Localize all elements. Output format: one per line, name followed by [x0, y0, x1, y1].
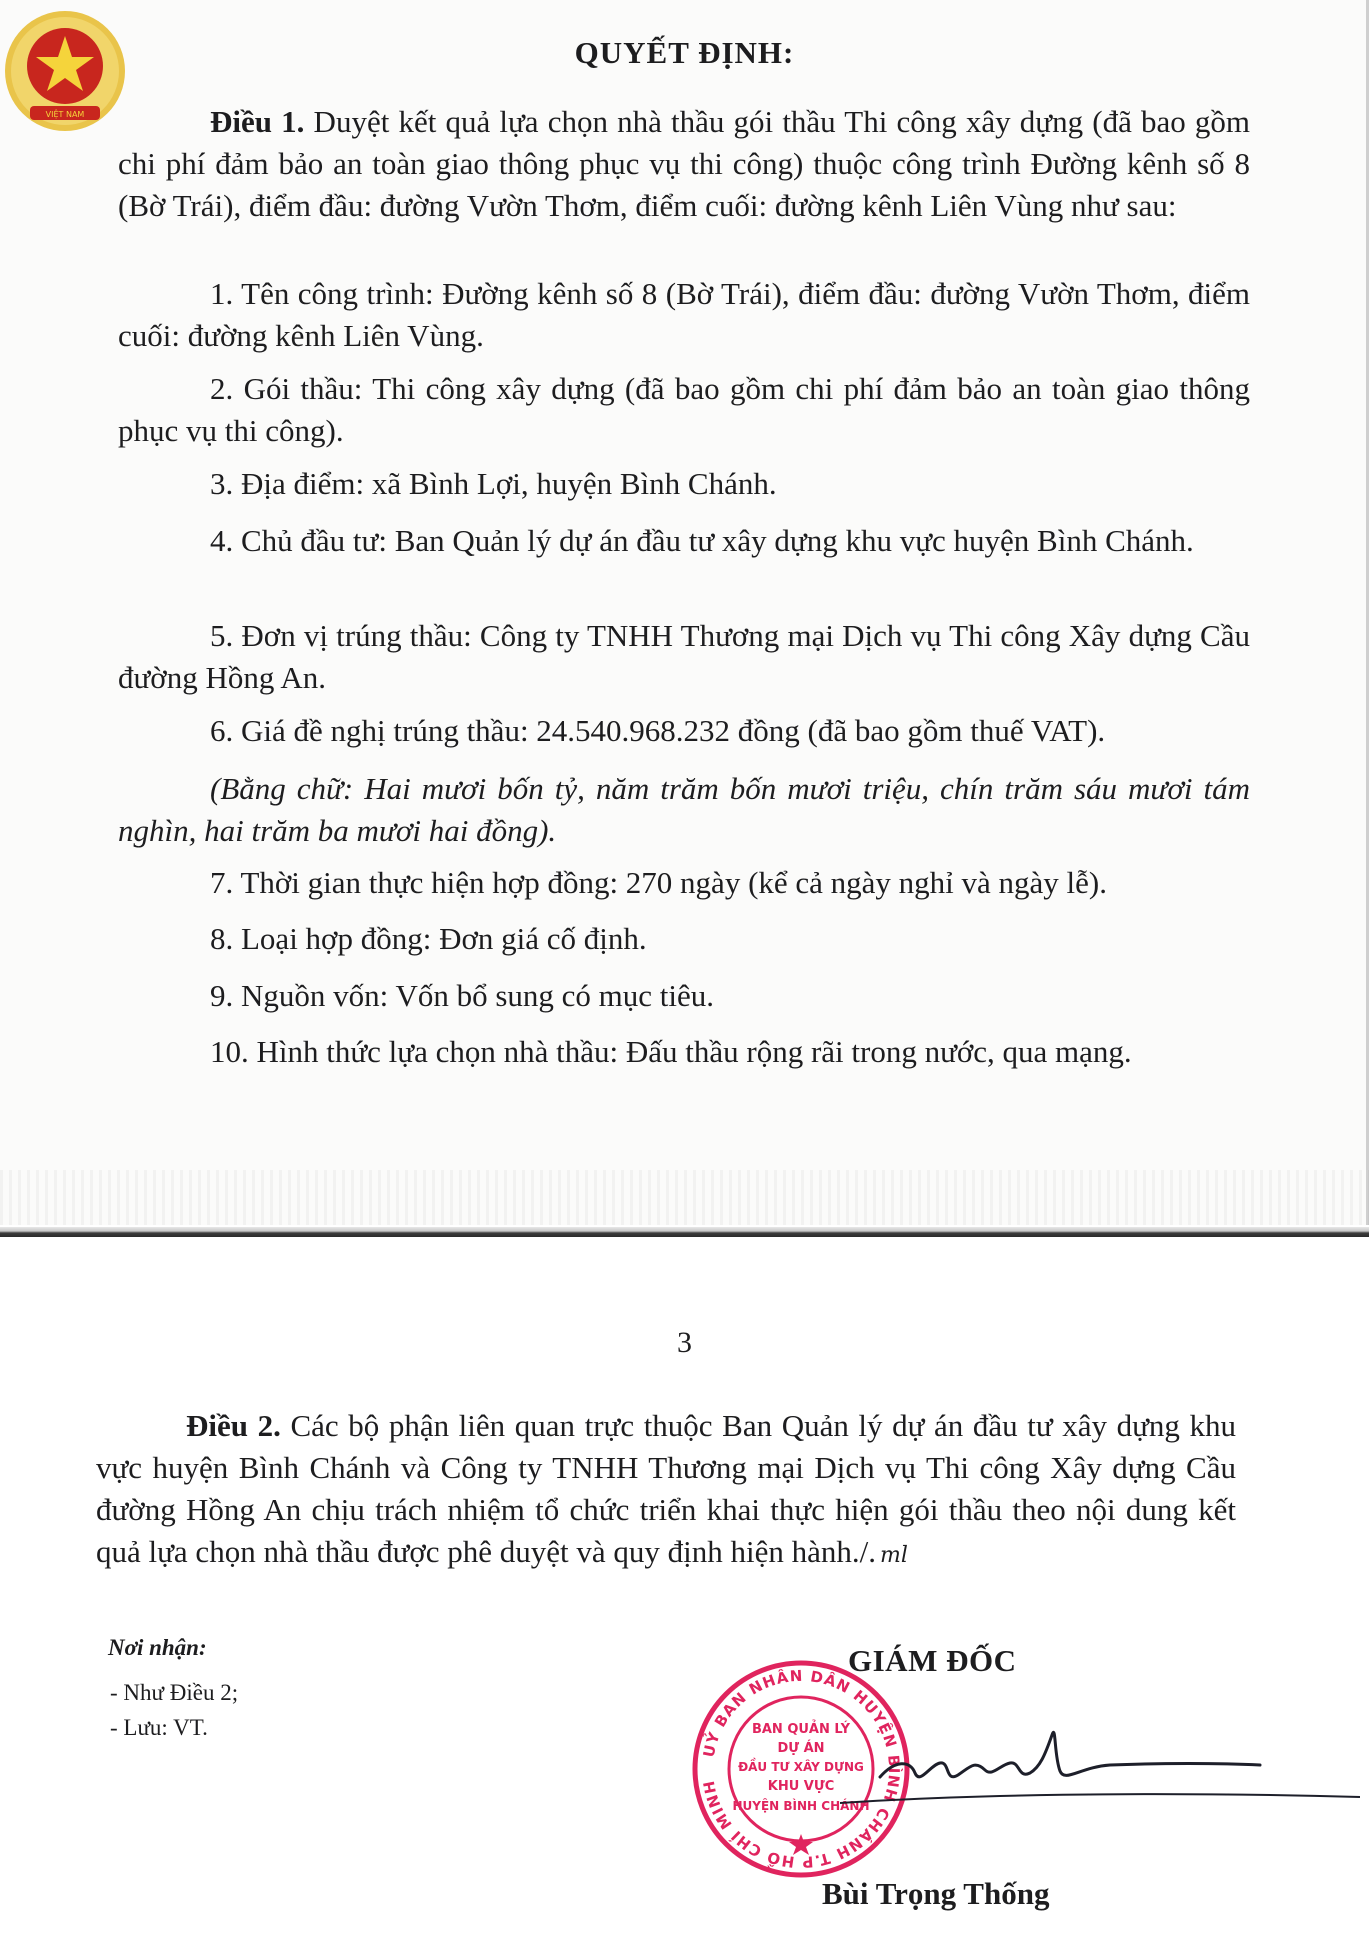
stamp-outer-text: UỶ BAN NHÂN DÂN HUYỆN BÌNH CHÁNH T.P HỒ CHÍ MINH	[699, 1666, 904, 1872]
stamp-line: BAN QUẢN LÝ	[751, 1722, 851, 1737]
article-2-label: Điều 2.	[186, 1408, 281, 1443]
article-1-intro	[118, 101, 1250, 227]
article-2	[96, 1405, 1236, 1577]
stamp-line: ĐẦU TƯ XÂY DỰNG	[738, 1760, 864, 1774]
stamp-star-icon	[789, 1834, 813, 1855]
article-1-item-8: 8. Loại hợp đồng: Đơn giá cố định.	[210, 921, 647, 956]
stamp-line: KHU VỰC	[767, 1779, 835, 1794]
recipient-item: - Như Điều 2;	[110, 1680, 239, 1705]
initial-mark: ml	[880, 1543, 908, 1568]
signer-title: GIÁM ĐỐC	[848, 1643, 1017, 1678]
article-1-item-6: 6. Giá đề nghị trúng thầu: 24.540.968.232 đồng (đã bao gồm thuế VAT).	[210, 713, 1106, 748]
article-1-item-10: 10. Hình thức lựa chọn nhà thầu: Đấu thầu rộng rãi trong nước, qua mạng.	[210, 1034, 1132, 1069]
article-1-text: Duyệt kết quả lựa chọn nhà thầu gói thầu Thi công xây dựng (đã bao gồm chi phí đảm bảo an toàn giao thông phục vụ thi công) thuộc công trình Đường kênh số 8 (Bờ Trái), điểm đầu: đường Vườn Thơm, điểm cuối: đường kênh Liên Vùng như sau:	[118, 104, 1250, 223]
national-emblem-icon	[2, 8, 128, 134]
article-1-item-4: 4. Chủ đầu tư: Ban Quản lý dự án đầu tư xây dựng khu vực huyện Bình Chánh.	[210, 523, 1194, 558]
article-1-label: Điều 1.	[210, 104, 305, 139]
recipients-title: Nơi nhận:	[108, 1635, 207, 1660]
svg-text:VIỆT NAM: VIỆT NAM	[45, 110, 85, 119]
article-1-item-3: 3. Địa điểm: xã Bình Lợi, huyện Bình Chánh.	[210, 466, 777, 501]
article-1-item-1: 1. Tên công trình: Đường kênh số 8 (Bờ Trái), điểm đầu: đường Vườn Thơm, điểm cuối: đường kênh Liên Vùng.	[118, 276, 1250, 353]
stamp-line: HUYỆN BÌNH CHÁNH	[732, 1799, 870, 1813]
article-1-item-9: 9. Nguồn vốn: Vốn bổ sung có mục tiêu.	[210, 978, 715, 1013]
signer-name: Bùi Trọng Thống	[822, 1876, 1050, 1911]
page-divider	[0, 1227, 1369, 1237]
article-2-text: Các bộ phận liên quan trực thuộc Ban Quản lý dự án đầu tư xây dựng khu vực huyện Bình Chánh và Công ty TNHH Thương mại Dịch vụ Thi công Xây dựng Cầu đường Hồng An chịu trách nhiệm tổ chức triển khai thực hiện gói thầu theo nội dung kết quả lựa chọn nhà thầu được phê duyệt và quy định hiện hành./.	[96, 1408, 1236, 1569]
scan-noise	[0, 1170, 1369, 1225]
stamp-line: DỰ ÁN	[777, 1741, 825, 1756]
page-number: 3	[677, 1326, 692, 1359]
article-1-item-5: 5. Đơn vị trúng thầu: Công ty TNHH Thương mại Dịch vụ Thi công Xây dựng Cầu đường Hồng An.	[118, 618, 1250, 695]
article-1-item-2: 2. Gói thầu: Thi công xây dựng (đã bao gồm chi phí đảm bảo an toàn giao thông phục vụ thi công).	[118, 371, 1250, 448]
article-1-amount-in-words: (Bằng chữ: Hai mươi bốn tỷ, năm trăm bốn mươi triệu, chín trăm sáu mươi tám nghìn, hai trăm ba mươi hai đồng).	[118, 771, 1250, 848]
article-1-item-7: 7. Thời gian thực hiện hợp đồng: 270 ngày (kể cả ngày nghỉ và ngày lễ).	[210, 865, 1108, 900]
decision-title: QUYẾT ĐỊNH:	[574, 35, 795, 70]
handwritten-signature	[840, 1705, 1360, 1825]
recipient-item: - Lưu: VT.	[110, 1715, 208, 1740]
